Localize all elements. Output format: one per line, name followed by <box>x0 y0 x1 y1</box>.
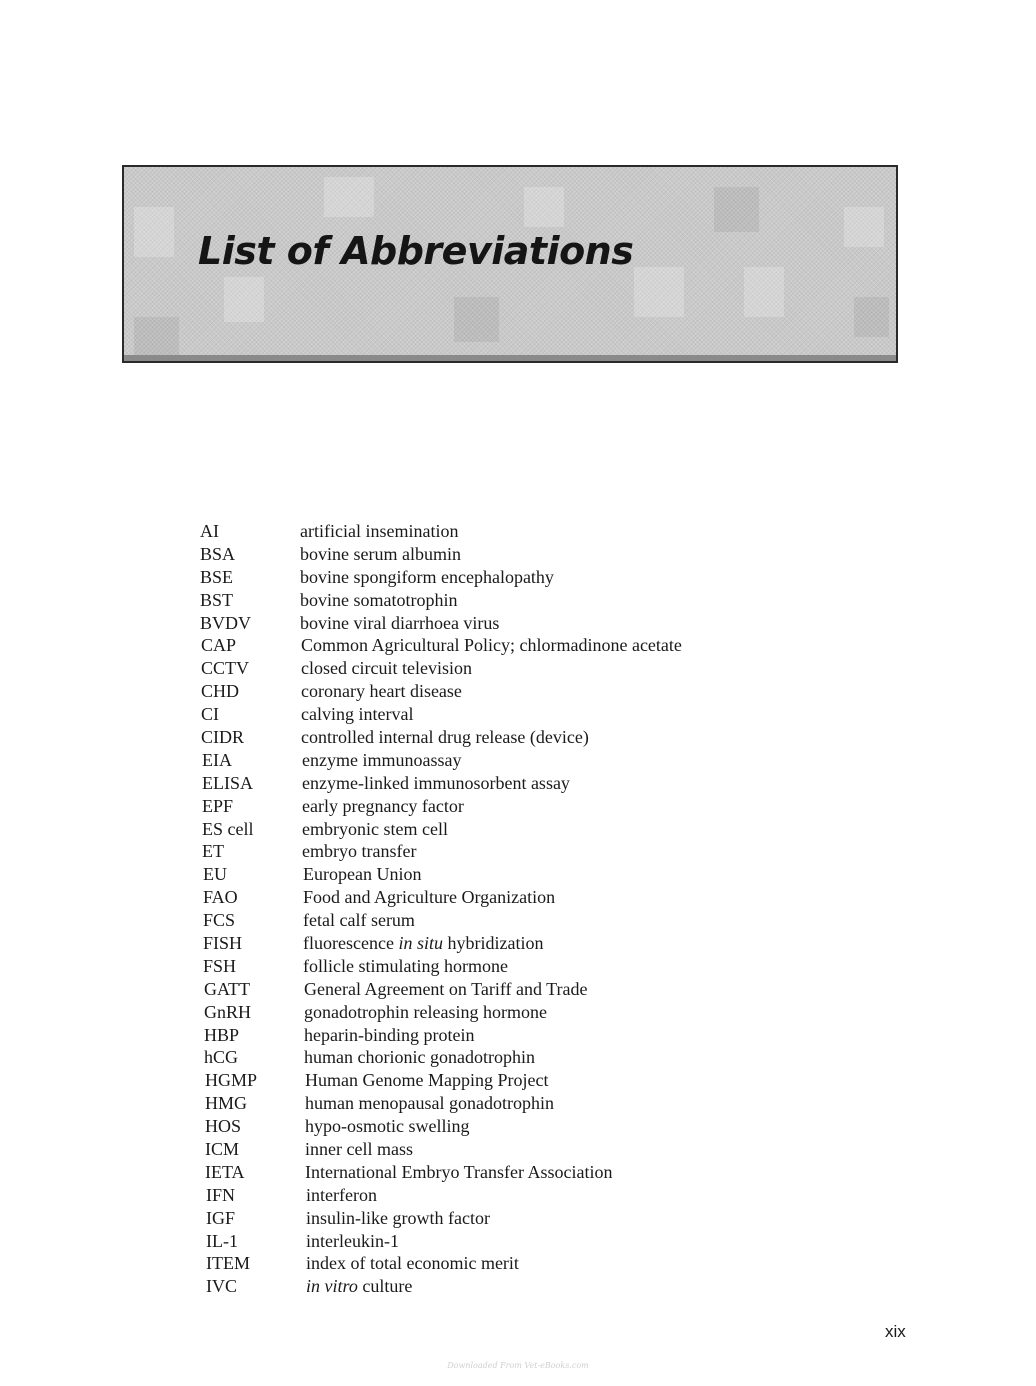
abbreviation-definition: fluorescence in situ hybridization <box>303 932 544 953</box>
abbreviation-term: ELISA <box>202 772 253 793</box>
abbreviation-definition: heparin-binding protein <box>304 1024 475 1045</box>
banner-pattern-tile <box>714 187 759 232</box>
abbreviation-term: CIDR <box>201 726 245 747</box>
abbreviation-term: BSE <box>200 566 234 587</box>
page-number: xix <box>885 1322 906 1341</box>
abbreviation-row <box>200 726 820 749</box>
banner-pattern-tile <box>454 297 499 342</box>
abbreviation-definition: interleukin-1 <box>306 1230 399 1251</box>
abbreviation-definition: human chorionic gonadotrophin <box>304 1047 535 1068</box>
abbreviation-term: FSH <box>203 955 237 976</box>
abbreviation-term: EIA <box>202 749 232 770</box>
abbreviation-row <box>200 657 820 680</box>
abbreviation-row <box>200 1024 820 1047</box>
abbreviation-row <box>200 886 820 909</box>
title-banner <box>122 165 898 363</box>
abbreviation-definition: gonadotrophin releasing hormone <box>304 1001 547 1022</box>
abbreviation-row <box>200 795 820 818</box>
abbreviation-row <box>200 909 820 932</box>
banner-bottom-edge <box>124 355 896 361</box>
abbreviation-definition: closed circuit television <box>301 658 472 679</box>
banner-pattern-tile <box>634 267 684 317</box>
abbreviation-definition: inner cell mass <box>305 1138 413 1159</box>
abbreviation-term: IVC <box>206 1276 237 1297</box>
abbreviation-term: HMG <box>205 1093 248 1114</box>
abbreviation-definition: embryonic stem cell <box>302 818 448 839</box>
abbreviation-term: HGMP <box>205 1070 258 1091</box>
abbreviation-definition: fetal calf serum <box>303 910 415 931</box>
abbreviation-term: CAP <box>201 635 237 656</box>
abbreviation-term: CCTV <box>201 658 250 679</box>
abbreviation-row <box>200 1069 820 1092</box>
abbreviation-definition: hypo-osmotic swelling <box>305 1116 470 1137</box>
abbreviation-term: IFN <box>206 1184 236 1205</box>
page-title: List of Abbreviations <box>198 229 634 273</box>
abbreviation-term: FCS <box>203 910 236 931</box>
watermark-text: Downloaded From Vet-eBooks.com <box>447 1361 589 1370</box>
abbreviation-definition: coronary heart disease <box>301 681 462 702</box>
abbreviation-definition: bovine viral diarrhoea virus <box>300 612 500 633</box>
abbreviation-term: BST <box>200 589 234 610</box>
abbreviation-term: AI <box>200 520 219 541</box>
banner-pattern-tile <box>134 207 174 257</box>
abbreviation-definition: bovine serum albumin <box>300 543 461 564</box>
abbreviation-term: EPF <box>202 795 234 816</box>
abbreviation-term: ICM <box>205 1138 240 1159</box>
abbreviation-row <box>200 589 820 612</box>
banner-pattern-tile <box>224 277 264 322</box>
abbreviation-definition: Food and Agriculture Organization <box>303 887 556 908</box>
abbreviation-row <box>200 818 820 841</box>
abbreviation-term: GATT <box>204 978 250 999</box>
abbreviation-row <box>200 520 820 543</box>
abbreviation-row <box>200 1230 820 1253</box>
abbreviation-definition: enzyme immunoassay <box>302 749 462 770</box>
abbreviation-row <box>200 612 820 635</box>
abbreviation-definition: controlled internal drug release (device) <box>301 726 589 747</box>
abbreviation-definition: insulin-like growth factor <box>306 1207 490 1228</box>
abbreviation-definition: early pregnancy factor <box>302 795 464 816</box>
abbreviation-term: EU <box>203 864 227 885</box>
abbreviation-definition: index of total economic merit <box>306 1253 519 1274</box>
abbreviation-row <box>200 749 820 772</box>
banner-pattern-tile <box>744 267 784 317</box>
abbreviation-list <box>200 520 820 1298</box>
abbreviation-term: ET <box>202 841 224 862</box>
abbreviation-term: CI <box>201 704 219 725</box>
abbreviation-definition: enzyme-linked immunosorbent assay <box>302 772 570 793</box>
abbreviation-term: HBP <box>204 1024 240 1045</box>
abbreviation-row <box>200 955 820 978</box>
abbreviation-row <box>200 1001 820 1024</box>
abbreviation-definition: artificial insemination <box>300 520 459 541</box>
abbreviation-definition: Human Genome Mapping Project <box>305 1070 549 1091</box>
abbreviation-definition: General Agreement on Tariff and Trade <box>304 978 588 999</box>
abbreviation-row <box>200 1138 820 1161</box>
abbreviation-row <box>200 634 820 657</box>
abbreviation-term: IL-1 <box>206 1230 238 1251</box>
abbreviation-row <box>200 1161 820 1184</box>
abbreviation-definition: interferon <box>306 1184 377 1205</box>
abbreviation-row <box>200 932 820 955</box>
abbreviation-row <box>200 703 820 726</box>
banner-pattern-tile <box>134 317 179 357</box>
abbreviation-definition: embryo transfer <box>302 841 417 862</box>
abbreviation-definition: calving interval <box>301 704 414 725</box>
abbreviation-row <box>200 840 820 863</box>
abbreviation-term: HOS <box>205 1116 242 1137</box>
abbreviation-definition: follicle stimulating hormone <box>303 955 508 976</box>
abbreviation-row <box>200 1253 820 1276</box>
abbreviation-row <box>200 680 820 703</box>
abbreviation-definition: human menopausal gonadotrophin <box>305 1093 554 1114</box>
abbreviation-row <box>200 1092 820 1115</box>
banner-pattern-tile <box>524 187 564 227</box>
abbreviation-row <box>200 1115 820 1138</box>
abbreviation-term: BVDV <box>200 612 252 633</box>
abbreviation-term: IGF <box>206 1207 236 1228</box>
abbreviation-definition: International Embryo Transfer Association <box>305 1161 613 1182</box>
abbreviation-definition: in vitro culture <box>306 1276 413 1297</box>
abbreviation-row <box>200 543 820 566</box>
banner-pattern-tile <box>844 207 884 247</box>
abbreviation-term: FAO <box>203 887 238 908</box>
abbreviation-term: ITEM <box>206 1253 250 1274</box>
abbreviation-row <box>200 1046 820 1069</box>
abbreviation-row <box>200 566 820 589</box>
banner-pattern-tile <box>854 297 889 337</box>
abbreviation-term: BSA <box>200 543 236 564</box>
abbreviation-row <box>200 772 820 795</box>
abbreviation-row <box>200 978 820 1001</box>
abbreviation-term: CHD <box>201 681 240 702</box>
abbreviation-term: GnRH <box>204 1001 252 1022</box>
abbreviation-term: hCG <box>204 1047 239 1068</box>
abbreviation-definition: European Union <box>303 864 422 885</box>
abbreviation-row <box>200 1275 820 1298</box>
abbreviation-definition: bovine spongiform encephalopathy <box>300 566 554 587</box>
abbreviation-definition: bovine somatotrophin <box>300 589 458 610</box>
abbreviation-row <box>200 863 820 886</box>
abbreviation-row <box>200 1184 820 1207</box>
abbreviation-row <box>200 1207 820 1230</box>
abbreviation-term: ES cell <box>202 818 254 839</box>
abbreviation-term: FISH <box>203 932 243 953</box>
abbreviation-definition: Common Agricultural Policy; chlormadinone acetate <box>301 635 682 656</box>
banner-pattern-tile <box>324 177 374 217</box>
abbreviation-term: IETA <box>205 1161 245 1182</box>
